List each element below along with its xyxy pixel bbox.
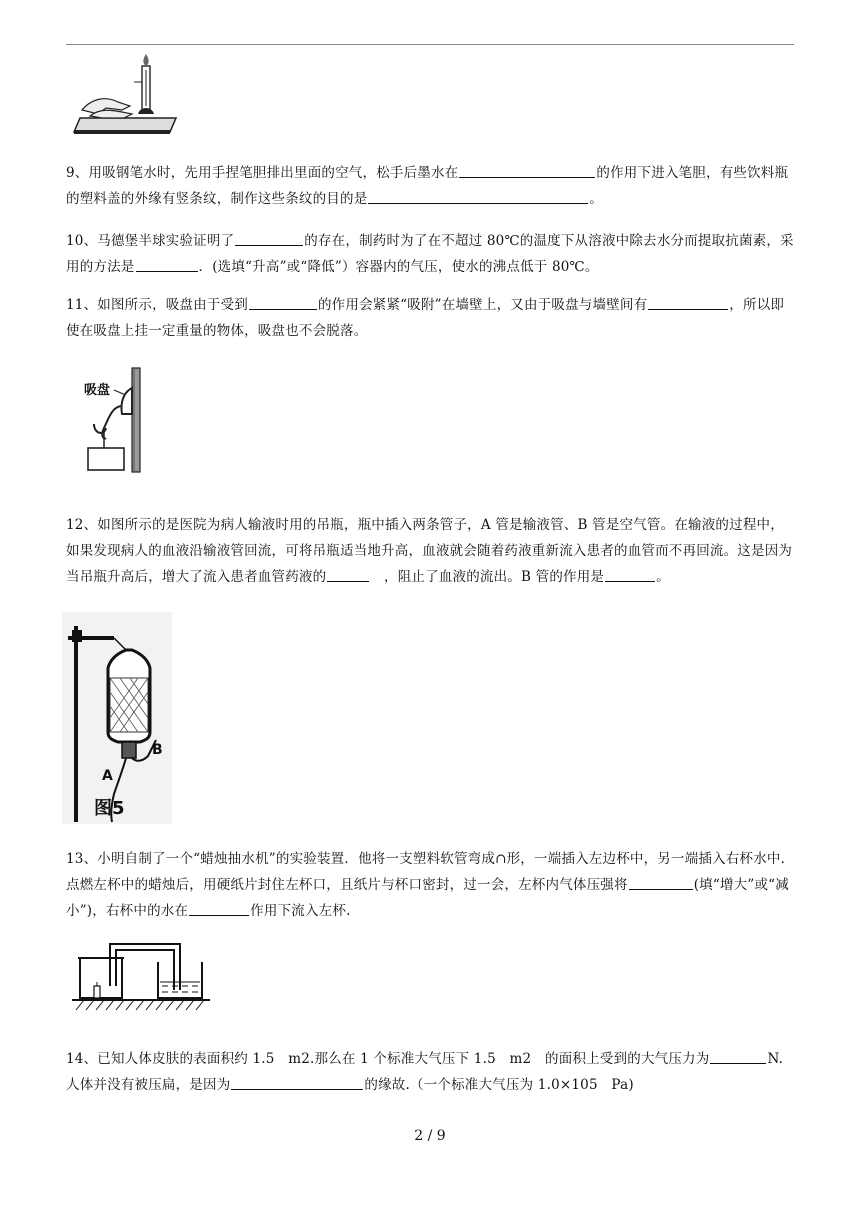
- question-12-text-2: ，阻止了血液的流出。B 管的作用是: [384, 569, 605, 585]
- question-13-text-1: 13、小明自制了一个“蜡烛抽水机”的实验装置．他将一支塑料软管弯成∩形，一端插入左边杯中，另一端插入右杯水中．点燃左杯中的蜡烛后，用硬纸片封住左杯口，且纸片与杯口密封，过一会，左杯内气体压强将: [66, 851, 795, 893]
- tube-a-label: A: [102, 768, 113, 784]
- header-rule: [66, 44, 794, 45]
- answer-blank[interactable]: [459, 161, 595, 178]
- answer-blank[interactable]: [605, 565, 655, 582]
- question-10-text-1: 10、马德堡半球实验证明了: [66, 233, 235, 249]
- question-14-text-2: N.人体并没有被压扁，是因为: [66, 1051, 784, 1093]
- answer-blank[interactable]: [710, 1047, 766, 1064]
- figure-iv-drip: [62, 612, 172, 824]
- question-10-text-2: 的存在，制药时为了在不超过 80℃的温度下从溶液中除去水分而提取抗菌素，采用的方法是: [66, 233, 794, 275]
- question-11: [66, 292, 796, 344]
- question-14-text-3: 的缘故.（一个标准大气压为 1.0×105 Pa): [364, 1077, 634, 1093]
- question-13: [66, 846, 796, 924]
- question-11-text-1: 11、如图所示，吸盘由于受到: [66, 297, 248, 313]
- answer-blank[interactable]: [648, 293, 728, 310]
- answer-blank[interactable]: [235, 229, 303, 246]
- tube-b-label: B: [152, 742, 163, 758]
- question-9-text-2: 的作用下进入笔胆，有些饮料瓶的塑料盖的外缘有竖条纹，制作这些条纹的目的是: [66, 165, 789, 207]
- figure-suction-cup: [74, 362, 156, 478]
- question-14: [66, 1046, 796, 1098]
- answer-blank[interactable]: [249, 293, 317, 310]
- figure-caption: 图5: [94, 798, 125, 819]
- question-10-text-3: ．(选填“升高”或“降低”）容器内的气压，使水的沸点低于 80℃。: [198, 259, 599, 275]
- answer-blank[interactable]: [629, 873, 693, 890]
- question-13-text-3: 作用下流入左杯.: [250, 903, 351, 919]
- question-12: [66, 512, 796, 590]
- question-10: [66, 228, 796, 280]
- question-14-text-1: 14、已知人体皮肤的表面积约 1.5 m2.那么在 1 个标准大气压下 1.5 m2 的面积上受到的大气压力为: [66, 1051, 710, 1067]
- figure-hands-apparatus: [72, 52, 178, 136]
- question-9-text-1: 9、用吸钢笔水时，先用手捏笔胆排出里面的空气，松手后墨水在: [66, 165, 459, 181]
- question-11-text-3: ，所以即使在吸盘上挂一定重量的物体，吸盘也不会脱落。: [66, 297, 785, 339]
- question-12-text-3: 。: [656, 569, 670, 585]
- question-9: [66, 160, 796, 212]
- question-12-text-1: 12、如图所示的是医院为病人输液时用的吊瓶，瓶中插入两条管子，A 管是输液管、B 管是空气管。在输液的过程中，如果发现病人的血液沿输液管回流，可将吊瓶适当地升高，血液就会随着药液重新流入患者的血管而不再回流。这是因为当吊瓶升高后，增大了流入患者血管药液的: [66, 517, 793, 585]
- answer-blank[interactable]: [136, 255, 198, 272]
- answer-blank[interactable]: [327, 565, 369, 582]
- answer-blank[interactable]: [189, 899, 249, 916]
- page-number: 2 / 9: [414, 1128, 446, 1144]
- answer-blank[interactable]: [368, 187, 588, 204]
- question-9-text-3: 。: [589, 191, 604, 207]
- suction-cup-label: 吸盘: [84, 383, 111, 398]
- question-13-text-2: (填“增大”或“减小”)，右杯中的水在: [66, 877, 789, 919]
- figure-candle-pump: [70, 936, 212, 1012]
- answer-blank[interactable]: [231, 1073, 363, 1090]
- question-11-text-2: 的作用会紧紧“吸附”在墙壁上，又由于吸盘与墙壁间有: [317, 297, 648, 313]
